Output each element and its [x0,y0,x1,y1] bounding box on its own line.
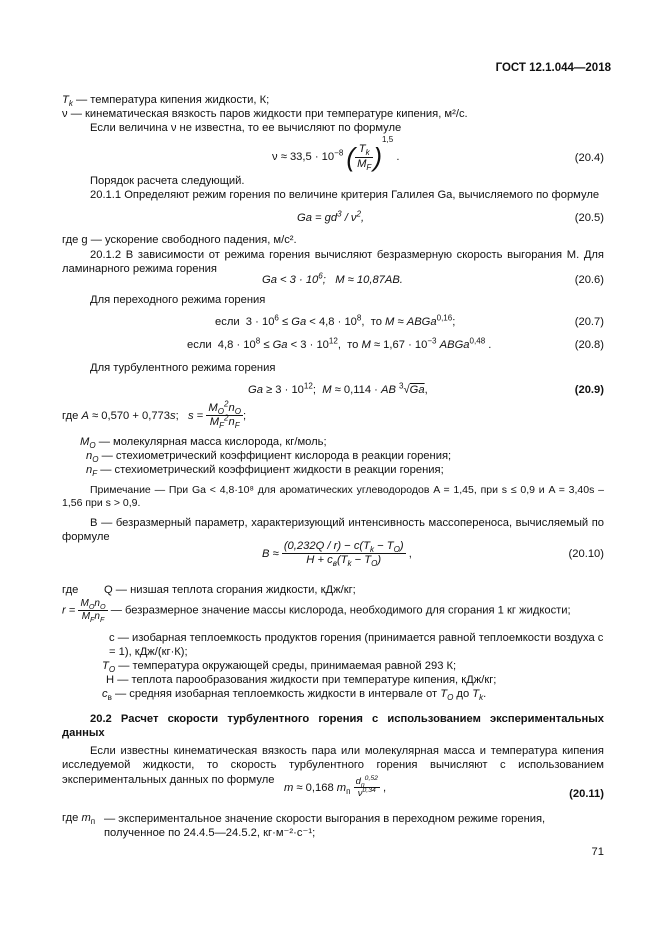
section-20-1-1: 20.1.1 Определяют режим горения по величине критерия Галилея Ga, вычисляемого по формуле [90,189,600,201]
eq-number: (20.6) [574,274,604,286]
eq-number: (20.5) [574,212,604,224]
eq-number: (20.11) [569,788,604,800]
tk-definition: $T_k$ — температура кипения жидкости, К; [62,94,270,109]
eq-number: (20.8) [574,339,604,351]
section-20-2-body: Если известны кинематическая вязкость пара или молекулярная масса и температура кипения исследуемой жидкости, то скорость турбулентного горения вычисляют с использованием экспериментальных данных по формуле [62,745,604,786]
formula-b: B ≈ $\frac{(0,232Q / r) - c(T_k - T_O)}{H + c_в(T_k - T_O)}$ , [262,540,412,569]
mo-definition: $M_O$ — молекулярная масса кислорода, кг/моль; [80,436,327,451]
no-definition: $n_O$ — стехиометрический коэффициент кислорода в реакции горения; [86,450,452,465]
page-number: 71 [591,846,604,858]
section-20-2-title: 20.2 Расчет скорости турбулентного горения с использованием экспериментальных данных [62,713,604,740]
note-text: Примечание — При Ga < 4,8·10⁸ для ароматических углеводородов A = 1,45, при s ≤ 0,9 и A = 3,40s – 1,56 при s > 0,9. [62,484,604,510]
formula-a-s: где A ≈ 0,570 + 0,773s; s = $\frac{M_O^2n_O}{M_F^2n_F}$ ; [62,399,247,431]
section-20-1-2: 20.1.2 В зависимости от режима горения вычисляют безразмерную скорость выгорания M. Для ламинарного режима горения [62,249,604,276]
eq-number: (20.9) [574,384,604,396]
cv-definition: $c_в$ — средняя изобарная теплоемкость жидкости в интервале от $T_O$ до $T_k$. [102,688,487,703]
b-definition: B — безразмерный параметр, характеризующий интенсивность массопереноса, вычисляемый по формуле [62,517,604,544]
formula-nu: $\nu \approx 33,5 \cdot 10^{-8}$ ( $\frac{T_k}{M_F}$ )$^{1,5}$ . [272,135,400,173]
eq-number: (20.10) [568,548,604,560]
nf-definition: $n_F$ — стехиометрический коэффициент жидкости в реакции горения; [86,464,444,479]
g-definition: где g — ускорение свободного падения, м/с². [62,234,297,246]
nu-definition: ν — кинематическая вязкость паров жидкости при температуре кипения, м²/с. [62,108,468,120]
formula-turbulent: $Ga \ge 3 \cdot 10^{12}$; M ≈ 0,114 · AB $^3$√Ga, [248,381,428,396]
formula-m: m ≈ 0,168 $m_п$ $\frac{d_п^{0,52}}{\nu^{0,34}}$ , [284,774,387,800]
order-text: Порядок расчета следующий. [90,175,245,187]
mp-definition-label: где $m_п$ [62,812,96,827]
standard-id: ГОСТ 12.1.044—2018 [495,62,611,74]
h-definition: H — теплота парообразования жидкости при температуре кипения, кДж/кг; [106,674,497,686]
formula-ga: $Ga = gd^3 / \nu^2$, [297,209,365,224]
formula-laminar: $Ga < 3 \cdot 10^6$; M ≈ 10,87AB. [262,271,403,286]
where-label: где [62,584,79,596]
q-definition: Q — низшая теплота сгорания жидкости, кДж/кг; [104,584,356,596]
formula-transition-1: если $3 \cdot 10^6 \le Ga < 4,8 \cdot 10^8$, то M ≈ ABGa$^{0,16}$; [215,313,456,328]
formula-transition-2: если $4,8 \cdot 10^8 \le Ga < 3 \cdot 10^{12}$, то $M \approx 1,67 \cdot 10^{-3}$ ABGa$^{0,48}$ . [187,336,492,351]
nu-unknown-text: Если величина ν не известна, то ее вычисляют по формуле [90,122,402,134]
transition-text: Для переходного режима горения [90,294,266,306]
mp-definition: — экспериментальное значение скорости выгорания в переходном режиме горения, полученное по 24.4.5—24.5.2, кг·м⁻²·с⁻¹; [104,813,546,840]
r-definition: r = $\frac{M_On_O}{M_Fn_F}$ — безразмерное значение массы кислорода, необходимого для сгорания 1 кг жидкости; [62,598,571,624]
eq-number: (20.7) [574,316,604,328]
c-definition: c — изобарная теплоемкость продуктов горения (принимается равной теплоемкости воздуха c = 1), кДж/(кг·К); [109,632,604,659]
turbulent-text: Для турбулентного режима горения [90,362,276,374]
to-definition: $T_O$ — температура окружающей среды, принимаемая равной 293 К; [102,660,457,675]
eq-number: (20.4) [574,152,604,164]
